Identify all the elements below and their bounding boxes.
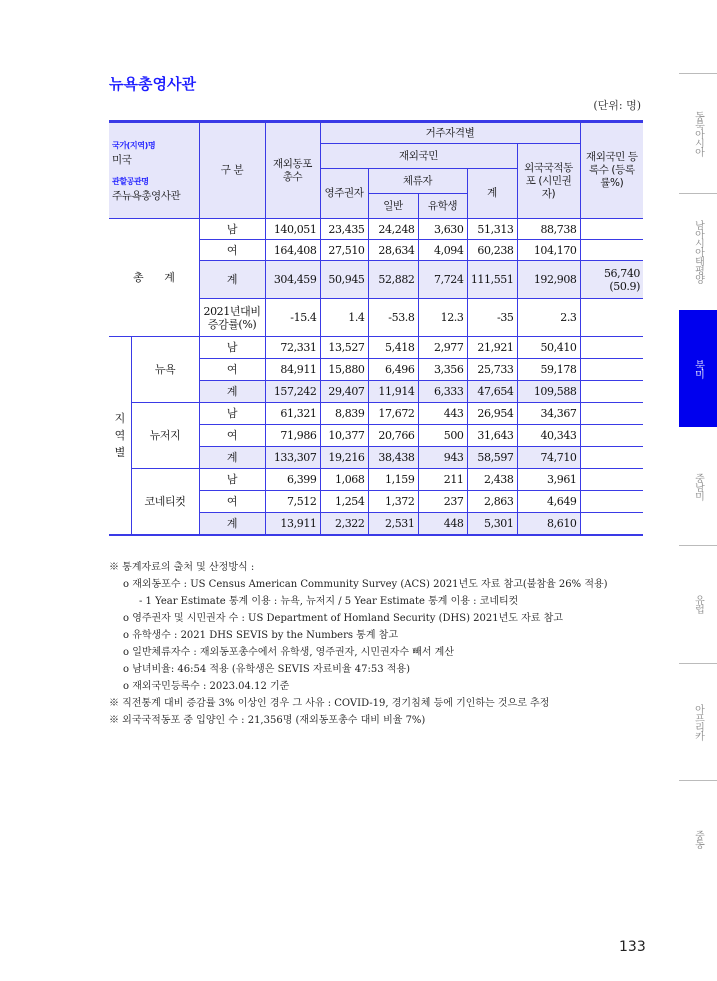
side-tab[interactable] [679, 193, 717, 310]
page-number: 133 [619, 939, 646, 955]
row-label: 계 [199, 513, 265, 535]
country-name: 미국 [112, 153, 132, 166]
value-cell: 2,977 [418, 337, 467, 359]
value-cell: 7,512 [265, 491, 320, 513]
value-cell: 52,882 [368, 261, 418, 299]
registered-cell [580, 359, 643, 381]
row-label: 남 [199, 337, 265, 359]
value-cell: 157,242 [265, 381, 320, 403]
registered-cell [580, 403, 643, 425]
row-label: 여 [199, 425, 265, 447]
note-line: o 일반체류자수 : 재외동포총수에서 유학생, 영주권자, 시민권자수 빼서 계산 [123, 647, 454, 658]
value-cell: 943 [418, 447, 467, 469]
value-cell: 58,597 [467, 447, 517, 469]
value-cell: 1,068 [320, 469, 368, 491]
value-cell: 2,438 [467, 469, 517, 491]
region-group-label: 지 역 별 [109, 337, 131, 535]
note-line: ※ 외국국적동포 중 입양인 수 : 21,356명 (재외동포총수 대비 비율 7%) [109, 715, 426, 726]
value-cell: 84,911 [265, 359, 320, 381]
header-subtotal: 계 [467, 169, 517, 219]
registered-cell [580, 240, 643, 261]
value-cell: 50,410 [517, 337, 580, 359]
value-cell: 60,238 [467, 240, 517, 261]
header-student: 유학생 [418, 194, 467, 219]
value-cell: 4,649 [517, 491, 580, 513]
note-line: - 1 Year Estimate 통계 이용 : 뉴욕, 뉴저지 / 5 Year Estimate 통계 이용 : 코네티컷 [139, 596, 519, 607]
value-cell: 20,766 [368, 425, 418, 447]
value-cell: 164,408 [265, 240, 320, 261]
registered-cell [580, 491, 643, 513]
note-line: ※ 통계자료의 출처 및 산정방식 : [109, 562, 255, 573]
value-cell: 1,372 [368, 491, 418, 513]
value-cell: 17,672 [368, 403, 418, 425]
value-cell: 2,531 [368, 513, 418, 535]
side-tab[interactable] [679, 780, 717, 897]
table-row [109, 337, 643, 359]
header-permanent: 영주권자 [320, 169, 368, 219]
registered-cell [580, 381, 643, 403]
value-cell: 11,914 [368, 381, 418, 403]
value-cell: 26,954 [467, 403, 517, 425]
side-tab-label: 중동 [692, 829, 704, 848]
side-tab[interactable] [679, 427, 717, 545]
value-cell: 23,435 [320, 219, 368, 240]
side-tab-label: 아프리카 [692, 703, 704, 740]
country-label: 국가(지역)명 [112, 140, 156, 150]
value-cell: 28,634 [368, 240, 418, 261]
corner-cell [109, 122, 199, 219]
value-cell: -15.4 [265, 299, 320, 337]
value-cell: 6,399 [265, 469, 320, 491]
value-cell: 104,170 [517, 240, 580, 261]
side-tab[interactable] [679, 663, 717, 780]
region-name: 뉴저지 [131, 403, 199, 469]
value-cell: 1,254 [320, 491, 368, 513]
registered-cell [580, 425, 643, 447]
header-total: 재외동포 총수 [265, 122, 320, 219]
value-cell: 38,438 [368, 447, 418, 469]
note-line: o 재외국민등록수 : 2023.04.12 기준 [123, 681, 290, 692]
header-general: 일반 [368, 194, 418, 219]
value-cell: 3,630 [418, 219, 467, 240]
office-name: 주뉴욕총영사관 [112, 189, 181, 202]
value-cell: 34,367 [517, 403, 580, 425]
row-label: 여 [199, 240, 265, 261]
value-cell: 111,551 [467, 261, 517, 299]
side-tab-label: 북미 [692, 359, 704, 378]
side-tab[interactable] [679, 73, 717, 193]
value-cell: 13,911 [265, 513, 320, 535]
value-cell: 304,459 [265, 261, 320, 299]
value-cell: 88,738 [517, 219, 580, 240]
value-cell: 29,407 [320, 381, 368, 403]
registered-cell [580, 469, 643, 491]
table-row [109, 219, 643, 240]
registered-cell [580, 219, 643, 240]
value-cell: 3,356 [418, 359, 467, 381]
row-label: 남 [199, 403, 265, 425]
value-cell: 500 [418, 425, 467, 447]
note-line: o 남녀비율: 46:54 적용 (유학생은 SEVIS 자료비율 47:53 적용) [123, 664, 410, 675]
value-cell: 27,510 [320, 240, 368, 261]
registered-cell [580, 299, 643, 337]
value-cell: -35 [467, 299, 517, 337]
row-label: 여 [199, 491, 265, 513]
note-line: o 유학생수 : 2021 DHS SEVIS by the Numbers 통계 참고 [123, 630, 398, 641]
value-cell: 237 [418, 491, 467, 513]
value-cell: 12.3 [418, 299, 467, 337]
registered-cell [580, 513, 643, 535]
value-cell: 6,333 [418, 381, 467, 403]
value-cell: 2,322 [320, 513, 368, 535]
note-line: ※ 직전통계 대비 증감률 3% 이상인 경우 그 사유 : COVID-19, 경기침체 등에 기인하는 것으로 추정 [109, 698, 550, 709]
value-cell: 21,921 [467, 337, 517, 359]
table-row [109, 469, 643, 491]
total-group-label: 총 계 [109, 219, 199, 337]
side-tab-label: 유럽 [692, 595, 704, 613]
value-cell: -53.8 [368, 299, 418, 337]
registered-cell: 56,740 (50.9) [580, 261, 643, 299]
side-tab-label: 남아시아태평양 [692, 220, 704, 283]
value-cell: 140,051 [265, 219, 320, 240]
value-cell: 51,313 [467, 219, 517, 240]
value-cell: 24,248 [368, 219, 418, 240]
value-cell: 3,961 [517, 469, 580, 491]
statistics-table [109, 120, 643, 536]
value-cell: 1.4 [320, 299, 368, 337]
value-cell: 1,159 [368, 469, 418, 491]
value-cell: 19,216 [320, 447, 368, 469]
value-cell: 61,321 [265, 403, 320, 425]
value-cell: 133,307 [265, 447, 320, 469]
region-name: 뉴욕 [131, 337, 199, 403]
value-cell: 13,527 [320, 337, 368, 359]
value-cell: 5,418 [368, 337, 418, 359]
row-label: 남 [199, 469, 265, 491]
value-cell: 74,710 [517, 447, 580, 469]
row-label: 계 [199, 447, 265, 469]
header-sojourn: 체류자 [368, 169, 467, 194]
value-cell: 211 [418, 469, 467, 491]
value-cell: 8,839 [320, 403, 368, 425]
value-cell: 8,610 [517, 513, 580, 535]
page-title: 뉴욕총영사관 [109, 75, 196, 93]
side-tab[interactable] [679, 310, 717, 427]
value-cell: 15,880 [320, 359, 368, 381]
value-cell: 109,588 [517, 381, 580, 403]
table-row [109, 403, 643, 425]
notes [109, 559, 608, 729]
value-cell: 5,301 [467, 513, 517, 535]
row-label: 2021년대비 증감률(%) [199, 299, 265, 337]
value-cell: 443 [418, 403, 467, 425]
registered-cell [580, 447, 643, 469]
value-cell: 59,178 [517, 359, 580, 381]
value-cell: 40,343 [517, 425, 580, 447]
value-cell: 4,094 [418, 240, 467, 261]
region-name: 코네티컷 [131, 469, 199, 535]
value-cell: 448 [418, 513, 467, 535]
row-label: 계 [199, 261, 265, 299]
side-tab-label: 중남미 [692, 472, 704, 500]
value-cell: 6,496 [368, 359, 418, 381]
header-foreign: 외국국적동포 (시민권자) [517, 144, 580, 219]
office-label: 관할공관명 [112, 176, 149, 186]
value-cell: 72,331 [265, 337, 320, 359]
value-cell: 7,724 [418, 261, 467, 299]
side-tab-label: 동북아시아 [692, 110, 704, 156]
header-nationals: 재외국민 [320, 144, 517, 169]
note-line: o 영주권자 및 시민권자 수 : US Department of Homland Security (DHS) 2021년도 자료 참고 [123, 613, 563, 624]
row-label: 여 [199, 359, 265, 381]
note-line: o 재외동포수 : US Census American Community Survey (ACS) 2021년도 자료 참고(불참율 26% 적용) [123, 579, 608, 590]
value-cell: 2,863 [467, 491, 517, 513]
header-registered: 재외국민 등록수 (등록률%) [580, 122, 643, 219]
value-cell: 31,643 [467, 425, 517, 447]
value-cell: 50,945 [320, 261, 368, 299]
value-cell: 25,733 [467, 359, 517, 381]
row-label: 계 [199, 381, 265, 403]
unit-label: (단위: 명) [593, 99, 641, 112]
row-label: 남 [199, 219, 265, 240]
value-cell: 71,986 [265, 425, 320, 447]
value-cell: 2.3 [517, 299, 580, 337]
header-category: 구 분 [199, 122, 265, 219]
side-tab[interactable] [679, 545, 717, 663]
value-cell: 47,654 [467, 381, 517, 403]
value-cell: 10,377 [320, 425, 368, 447]
value-cell: 192,908 [517, 261, 580, 299]
header-residence: 거주자격별 [320, 122, 580, 144]
registered-cell [580, 337, 643, 359]
